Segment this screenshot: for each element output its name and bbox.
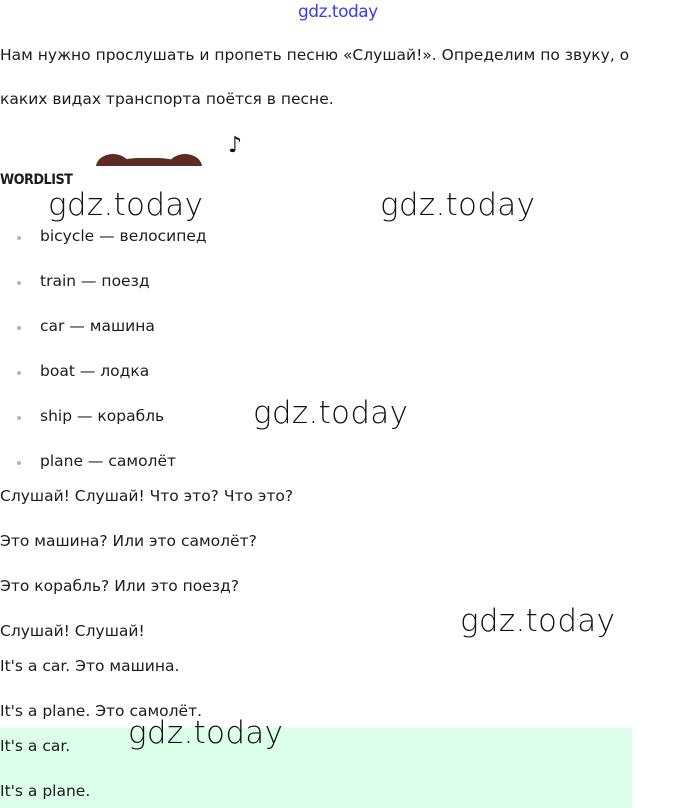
wordlist-item-text: ship — корабль	[40, 407, 165, 425]
song-line: It's a car. Это машина.	[0, 657, 180, 675]
answer-highlight	[0, 728, 632, 808]
wordlist-item-boat	[40, 362, 149, 380]
music-note-icon: ♪	[228, 133, 243, 158]
bullet-icon	[17, 461, 21, 465]
song-line: Это корабль? Или это поезд?	[0, 577, 239, 595]
bullet-icon	[17, 281, 21, 285]
intro-paragraph: Нам нужно прослушать и пропеть песню «Слушай!». Определим по звуку, о каких видах транспорта поётся в песне.	[0, 46, 630, 108]
wordlist-item-train	[40, 272, 150, 290]
song-line: Слушай! Слушай! Что это? Что это?	[0, 487, 294, 505]
watermark: gdz.today	[128, 715, 284, 751]
song-line: Это машина? Или это самолёт?	[0, 532, 257, 550]
watermark: gdz.today	[253, 395, 409, 431]
wordlist-item-plane	[40, 452, 176, 470]
wordlist-item-text: train — поезд	[40, 272, 150, 290]
wordlist-item-bicycle	[40, 227, 207, 245]
answer-line: It's a car.	[0, 737, 71, 755]
bullet-icon	[17, 371, 21, 375]
answer-line: It's a plane.	[0, 782, 91, 800]
bullet-icon	[17, 326, 21, 330]
bear-ears-icon	[92, 154, 204, 166]
watermark: gdz.today	[460, 603, 616, 639]
wordlist-item-text: boat — лодка	[40, 362, 150, 380]
song-line: It's a plane. Это самолёт.	[0, 702, 203, 720]
site-logo[interactable]: gdz.today	[298, 2, 378, 22]
wordlist-item-ship	[40, 407, 164, 425]
wordlist-item-text: bicycle — велосипед	[40, 227, 207, 245]
bullet-icon	[17, 416, 21, 420]
wordlist-item-car	[40, 317, 155, 335]
wordlist-heading: WORDLIST	[0, 172, 73, 188]
watermark: gdz.today	[380, 187, 536, 223]
song-line: Слушай! Слушай!	[0, 622, 145, 640]
wordlist-item-text: plane — самолёт	[40, 452, 177, 470]
watermark: gdz.today	[48, 187, 204, 223]
wordlist-item-text: car — машина	[40, 317, 155, 335]
bullet-icon	[17, 236, 21, 240]
